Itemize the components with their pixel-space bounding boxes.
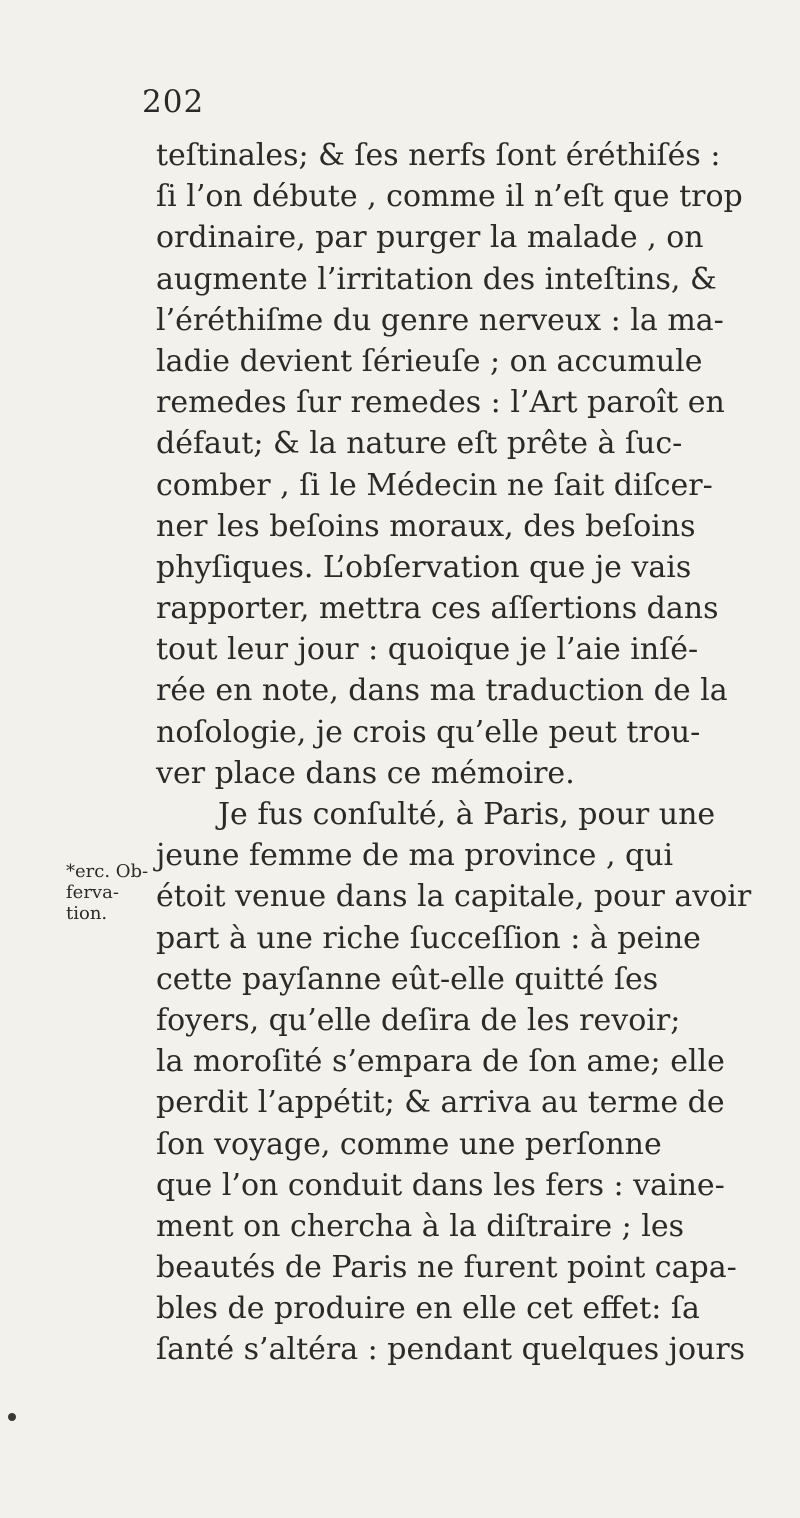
text-line: beautés de Paris ne furent point capa-	[156, 1250, 737, 1286]
text-line: rée en note, dans ma traduction de la	[156, 673, 728, 709]
text-line: l’éréthiſme du genre nerveux : la ma-	[156, 302, 724, 338]
text-line: comber , ſi le Médecin ne ſait diſcer-	[156, 467, 713, 503]
text-line: tout leur jour : quoique je l’aie inſé-	[156, 632, 699, 668]
text-line: bles de produire en elle cet effet: ſa	[156, 1291, 700, 1327]
body-text	[156, 135, 776, 1371]
ink-speck	[8, 1413, 16, 1421]
page-number: 202	[142, 84, 205, 120]
text-line: ment on chercha à la diſtraire ; les	[156, 1208, 685, 1244]
text-line: teſtinales; & ſes nerfs ſont éréthiſés :	[156, 138, 721, 173]
text-line: part à une riche ſucceſſion : à peine	[156, 920, 701, 956]
text-line: la moroſité s’empara de ſon ame; elle	[156, 1044, 725, 1080]
text-line: phyſiques. L’obſervation que je vais	[156, 549, 692, 585]
text-line: ver place dans ce mémoire.	[156, 755, 575, 791]
text-line: remedes ſur remedes : l’Art paroît en	[156, 385, 725, 421]
margin-note-line: tion.	[66, 903, 108, 924]
text-line: ſi l’on débute , comme il n’eſt que trop	[156, 179, 743, 215]
text-line: ner les beſoins moraux, des beſoins	[156, 508, 696, 544]
text-line: que l’on conduit dans les fers : vaine-	[156, 1167, 725, 1203]
text-line: ſon voyage, comme une perſonne	[156, 1126, 662, 1162]
text-line: noſologie, je crois qu’elle peut trou-	[156, 714, 701, 750]
margin-note	[66, 861, 154, 924]
margin-note-line: *erc. Ob-	[66, 861, 149, 882]
text-line: rapporter, mettra ces aſſertions dans	[156, 591, 719, 627]
text-line: cette payſanne eût-elle quitté ſes	[156, 961, 659, 997]
text-line: défaut; & la nature eſt prête à ſuc-	[156, 426, 683, 462]
text-line: augmente l’irritation des inteſtins, &	[156, 261, 717, 297]
margin-note-line: ferva-	[66, 882, 119, 903]
text-line: foyers, qu’elle deſira de les revoir;	[156, 1002, 681, 1038]
text-line: ordinaire, par purger la malade , on	[156, 220, 704, 256]
text-line: ſanté s’altéra : pendant quelques jours	[156, 1332, 746, 1368]
paragraph-start-line: Je fus conſulté, à Paris, pour une	[218, 797, 716, 832]
text-line: ladie devient ſérieuſe ; on accumule	[156, 343, 703, 379]
text-line: perdit l’appétit; & arriva au terme de	[156, 1085, 725, 1121]
text-line: étoit venue dans la capitale, pour avoir	[156, 879, 752, 915]
text-line: jeune femme de ma province , qui	[156, 838, 674, 874]
